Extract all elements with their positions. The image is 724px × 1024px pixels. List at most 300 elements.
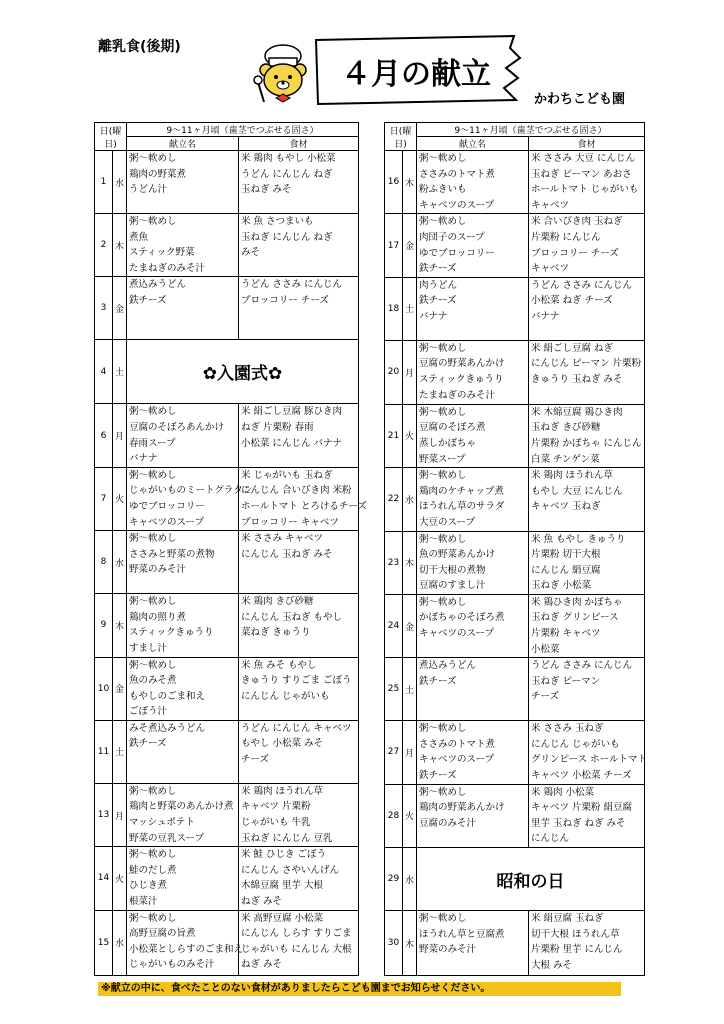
title-banner xyxy=(276,34,522,108)
weekday: 土 xyxy=(113,720,127,783)
menu-item: うどん汁 xyxy=(129,184,168,196)
menu-item: すまし汁 xyxy=(129,642,168,654)
ingredient-item: にんじん 玉ねぎ みそ xyxy=(241,548,333,560)
menu-item: 粥～軟めし xyxy=(129,533,177,545)
weekday: 月 xyxy=(113,404,127,467)
day-number: 13 xyxy=(95,783,113,846)
ingredient-item: 白菜 チンゲン菜 xyxy=(531,453,600,465)
day-header: 日(曜日) xyxy=(385,123,417,151)
menu-cell xyxy=(127,277,239,340)
ingredient-item: にんじん じゃがいも xyxy=(531,738,620,750)
ingredient-item: 米 ささみ 玉ねぎ xyxy=(531,723,604,735)
weekday: 金 xyxy=(113,277,127,340)
menu-row xyxy=(95,594,359,657)
weekday: 火 xyxy=(403,784,417,847)
menu-item: バナナ xyxy=(129,453,158,465)
menu-row xyxy=(385,151,645,214)
menu-cell xyxy=(127,404,239,467)
menu-cell xyxy=(417,404,529,467)
menu-item: 粥～軟めし xyxy=(419,533,467,545)
ingredient-item: 米 絹ごし豆腐 ねぎ xyxy=(531,342,614,354)
ingredient-cell xyxy=(529,531,645,594)
menu-cell xyxy=(127,151,239,214)
menu-item: キャベツのスープ xyxy=(419,754,495,766)
ingredient-item: 米 木綿豆腐 鶏ひき肉 xyxy=(531,406,623,418)
ingredient-cell xyxy=(239,910,359,975)
menu-item: みそ煮込みうどん xyxy=(129,722,206,734)
menu-item: ささみと野菜の煮物 xyxy=(129,548,215,560)
weekday: 月 xyxy=(113,783,127,846)
menu-item: 粥～軟めし xyxy=(129,659,177,671)
ingredient-cell xyxy=(529,277,645,340)
menu-item: 高野豆腐の旨煮 xyxy=(129,928,196,940)
ingredient-item: キャベツ 片栗粉 絹豆腐 xyxy=(531,802,633,814)
ingredient-item: 米 鶏肉 きび砂糖 xyxy=(241,596,314,608)
ingredient-item: キャベツ 玉ねぎ xyxy=(531,501,601,513)
event-label: 昭和の日 xyxy=(417,848,645,911)
ingredient-item: 米 鶏肉 もやし 小松菜 xyxy=(241,153,336,164)
menu-item: 粥～軟めし xyxy=(129,596,177,608)
ingredient-item: みそ xyxy=(241,247,261,259)
ingredient-item: ねぎ みそ xyxy=(241,959,283,971)
weekday: 水 xyxy=(113,910,127,975)
ingredient-item: 玉ねぎ グリンピース xyxy=(531,612,619,624)
menu-item: ほうれん草のサラダ xyxy=(419,501,505,513)
ingredient-item: 玉ねぎ みそ xyxy=(241,184,292,196)
menu-row xyxy=(385,721,645,784)
menu-item: 粥～軟めし xyxy=(129,912,177,924)
menu-row xyxy=(95,657,359,720)
ingredient-item: ホールトマト とろけるチーズ xyxy=(241,500,367,512)
menu-cell xyxy=(417,340,529,404)
ingredient-cell xyxy=(529,340,645,404)
ingredient-item: にんじん 合いびき肉 米粉 xyxy=(241,485,352,497)
menu-item: 鶏肉の野菜あんかけ xyxy=(419,802,505,814)
menu-item: 豆腐のそぼろ煮 xyxy=(419,422,486,434)
menu-item: 粥～軟めし xyxy=(129,785,177,797)
menu-row xyxy=(385,404,645,467)
ingredient-column-header: 食材 xyxy=(529,137,645,151)
menu-row xyxy=(95,151,359,214)
menu-item: ごぼう汁 xyxy=(129,706,168,718)
weekday: 水 xyxy=(403,468,417,531)
menu-row xyxy=(385,277,645,340)
event-label: ✿入園式✿ xyxy=(127,340,359,404)
ingredient-item: ねぎ 片栗粉 春雨 xyxy=(241,421,314,433)
menu-item: 粥～軟めし xyxy=(419,596,467,608)
day-number: 25 xyxy=(385,658,403,721)
ingredient-item: 片栗粉 切干大根 xyxy=(531,549,601,561)
day-number: 24 xyxy=(385,594,403,657)
menu-item: ほうれん草と豆腐煮 xyxy=(419,928,505,940)
ingredient-item: 小松菜 xyxy=(531,643,560,655)
weekday: 月 xyxy=(403,721,417,784)
day-number: 28 xyxy=(385,784,403,847)
menu-item: じゃがいものみそ汁 xyxy=(129,959,215,971)
ingredient-item: 米 合いびき肉 玉ねぎ xyxy=(531,216,623,228)
ingredient-item: にんじん しらす すりごま xyxy=(241,928,352,940)
menu-item: 粥～軟めし xyxy=(129,469,177,481)
menu-item: 鶏肉と野菜のあんかけ煮 xyxy=(129,801,234,813)
ingredient-item: もやし 大豆 にんじん xyxy=(531,485,623,497)
ingredient-item: 玉ねぎ ピーマン xyxy=(531,675,601,687)
menu-item: 鶏肉の照り煮 xyxy=(129,611,187,623)
menu-row xyxy=(385,214,645,277)
ingredient-item: 米 魚 さつまいも xyxy=(241,216,314,227)
day-number: 6 xyxy=(95,404,113,467)
bear-chef-icon xyxy=(254,42,312,106)
ingredient-item: グリンピース ホールトマト xyxy=(531,754,647,766)
menu-item: 粥～軟めし xyxy=(419,153,467,164)
menu-cell xyxy=(417,531,529,594)
stage-label: 離乳食(後期) xyxy=(98,39,181,55)
menu-cell xyxy=(127,910,244,975)
menu-item: もやしのごま和え xyxy=(129,690,206,702)
menu-cell xyxy=(417,277,529,340)
menu-item: 豆腐のそぼろあんかけ xyxy=(129,421,225,433)
menu-row xyxy=(95,277,359,340)
day-number: 20 xyxy=(385,340,403,404)
menu-item: 魚の野菜あんかけ xyxy=(419,549,496,561)
ingredient-cell xyxy=(529,911,645,976)
menu-cell xyxy=(127,467,253,530)
ingredient-item: 片栗粉 里芋 にんじん xyxy=(531,944,623,956)
ingredient-item: 米 鶏肉 ほうれん草 xyxy=(241,785,324,797)
ingredient-item: もやし 小松菜 みそ xyxy=(241,738,324,750)
day-number: 11 xyxy=(95,720,113,783)
weekday: 金 xyxy=(113,657,127,720)
menu-cell xyxy=(127,594,239,657)
menu-item: 粥～軟めし xyxy=(129,849,177,861)
menu-row xyxy=(95,467,359,530)
day-number: 23 xyxy=(385,531,403,594)
menu-item: 煮魚 xyxy=(129,231,149,243)
ingredient-item: じゃがいも 牛乳 xyxy=(241,817,311,829)
ingredient-cell xyxy=(529,468,645,531)
ingredient-item: 米 鶏ひき肉 かぼちゃ xyxy=(531,596,623,608)
ingredient-item: ホールトマト じゃがいも xyxy=(531,184,639,196)
weekday: 金 xyxy=(403,594,417,657)
ingredient-item: 玉ねぎ にんじん ねぎ xyxy=(241,231,333,243)
ingredient-cell xyxy=(239,783,359,846)
ingredient-cell xyxy=(239,467,367,530)
ingredient-item: うどん にんじん ねぎ xyxy=(241,168,333,180)
ingredient-item: 片栗粉 キャベツ xyxy=(531,628,601,640)
menu-cell xyxy=(417,784,529,847)
weekday: 水 xyxy=(403,848,417,911)
menu-item: 魚のみそ煮 xyxy=(129,675,177,687)
weekday: 木 xyxy=(403,531,417,594)
day-number: 3 xyxy=(95,277,113,340)
ingredient-cell xyxy=(529,784,645,847)
ingredient-item: 大根 みそ xyxy=(531,959,573,971)
menu-item: 春雨スープ xyxy=(129,437,176,449)
school-name: かわちこども園 xyxy=(534,92,626,107)
day-number: 27 xyxy=(385,721,403,784)
ingredient-item: にんじん さやいんげん xyxy=(241,864,340,876)
menu-item: 豆腐のすまし汁 xyxy=(419,580,486,592)
menu-row xyxy=(95,531,359,594)
day-number: 10 xyxy=(95,657,113,720)
weekday: 水 xyxy=(113,151,127,214)
day-number: 30 xyxy=(385,911,403,976)
ingredient-cell xyxy=(529,214,645,277)
menu-item: ささみのトマト煮 xyxy=(419,738,496,750)
age-header: 9～11ヶ月頃（歯茎でつぶせる固さ） xyxy=(417,123,645,137)
menu-cell xyxy=(417,658,529,721)
menu-item: ゆでブロッコリー xyxy=(129,500,205,512)
ingredient-item: 小松菜 にんじん バナナ xyxy=(241,437,343,449)
menu-row xyxy=(385,594,645,657)
ingredient-item: 切干大根 ほうれん草 xyxy=(531,928,620,940)
menu-column-header: 献立名 xyxy=(127,137,239,151)
ingredient-item: 里芋 玉ねぎ ねぎ みそ xyxy=(531,817,626,829)
ingredient-item: きゅうり すりごま ごぼう xyxy=(241,675,352,687)
menu-item: 野菜のみそ汁 xyxy=(129,564,187,576)
menu-item: 鶏肉の野菜煮 xyxy=(129,168,187,180)
menu-row xyxy=(95,720,359,783)
menu-item: 粥～軟めし xyxy=(129,216,177,227)
menu-item: 肉うどん xyxy=(419,279,458,291)
ingredient-cell xyxy=(239,277,359,340)
ingredient-item: 米 じゃがいも 玉ねぎ xyxy=(241,469,333,481)
menu-item: たまねぎのみそ汁 xyxy=(419,389,496,401)
menu-item: キャベツのスープ xyxy=(419,199,495,211)
menu-item: キャベツのスープ xyxy=(419,628,495,640)
day-number: 14 xyxy=(95,847,113,910)
menu-cell xyxy=(417,594,529,657)
ingredient-cell xyxy=(529,721,645,784)
day-number: 16 xyxy=(385,151,403,214)
day-number: 2 xyxy=(95,214,113,277)
menu-item: 煮込みうどん xyxy=(419,660,477,672)
menu-item: 小松菜としらすのごま和え xyxy=(129,943,244,955)
ingredient-cell xyxy=(239,404,359,467)
weekday: 金 xyxy=(403,214,417,277)
age-header: 9～11ヶ月頃（歯茎でつぶせる固さ） xyxy=(127,123,359,137)
menu-item: 肉団子のスープ xyxy=(419,231,485,243)
ingredient-item: 米 魚 もやし きゅうり xyxy=(531,533,626,545)
ingredient-item: 木綿豆腐 里芋 大根 xyxy=(241,880,324,892)
menu-item: スティック野菜 xyxy=(129,247,195,259)
day-header: 日(曜日) xyxy=(95,123,127,151)
menu-item: 鉄チーズ xyxy=(419,770,457,782)
menu-item: 豆腐のみそ汁 xyxy=(419,817,477,829)
ingredient-item: にんじん 絹豆腐 xyxy=(531,564,601,576)
day-number: 21 xyxy=(385,404,403,467)
menu-cell xyxy=(127,783,239,846)
menu-item: 鉄チーズ xyxy=(419,263,457,275)
menu-row xyxy=(95,910,359,975)
menu-cell xyxy=(417,151,529,214)
day-number: 4 xyxy=(95,340,113,404)
ingredient-item: 米 ささみ キャベツ xyxy=(241,533,324,545)
menu-item: マッシュポテト xyxy=(129,817,195,829)
weekday: 火 xyxy=(113,467,127,530)
ingredient-item: うどん ささみ にんじん xyxy=(531,660,633,672)
menu-table-left xyxy=(94,122,367,976)
ingredient-cell xyxy=(239,847,359,910)
day-number: 22 xyxy=(385,468,403,531)
menu-row xyxy=(95,340,359,404)
day-number: 1 xyxy=(95,151,113,214)
menu-item: 鉄チーズ xyxy=(129,294,167,306)
menu-item: たまねぎのみそ汁 xyxy=(129,262,206,274)
menu-item: ささみのトマト煮 xyxy=(419,168,496,180)
ingredient-cell xyxy=(239,214,359,277)
menu-cell xyxy=(127,720,239,783)
menu-item: スティックきゅうり xyxy=(419,373,504,385)
ingredient-item: 小松菜 ねぎ チーズ xyxy=(531,295,613,307)
weekday: 木 xyxy=(113,594,127,657)
ingredient-item: にんじん ピーマン 片栗粉 xyxy=(531,358,642,370)
ingredient-item: キャベツ 小松菜 チーズ xyxy=(531,770,632,782)
weekday: 土 xyxy=(403,277,417,340)
weekday: 土 xyxy=(113,340,127,404)
menu-item: 豆腐の野菜あんかけ xyxy=(419,358,505,370)
weekday: 月 xyxy=(403,340,417,404)
menu-cell xyxy=(417,468,529,531)
menu-column-header: 献立名 xyxy=(417,137,529,151)
menu-cell xyxy=(127,214,239,277)
footer-notice: ※献立の中に、食べたことのない食材がありましたらこども園までお知らせください。 xyxy=(98,982,621,996)
ingredient-item: にんじん じゃがいも xyxy=(241,690,330,702)
menu-item: 粥～軟めし xyxy=(419,216,467,228)
menu-item: ひじき煮 xyxy=(129,880,168,892)
ingredient-item: キャベツ xyxy=(531,263,570,275)
menu-row xyxy=(385,531,645,594)
menu-item: 粥～軟めし xyxy=(129,153,177,164)
menu-row xyxy=(95,214,359,277)
day-number: 18 xyxy=(385,277,403,340)
ingredient-item: 米 ささみ 大豆 にんじん xyxy=(531,153,636,164)
menu-row xyxy=(95,783,359,846)
ingredient-cell xyxy=(529,658,645,721)
menu-item: 鮭のだし煮 xyxy=(129,864,177,876)
menu-item: 根菜汁 xyxy=(129,896,158,908)
menu-item: かぼちゃのそぼろ煮 xyxy=(419,612,505,624)
ingredient-item: キャベツ xyxy=(531,199,570,211)
weekday: 木 xyxy=(403,911,417,976)
ingredient-item: うどん ささみ にんじん xyxy=(531,279,633,291)
ingredient-item: 玉ねぎ ピーマン あおさ xyxy=(531,168,632,180)
weekday: 火 xyxy=(403,404,417,467)
menu-item: 鉄チーズ xyxy=(419,675,457,687)
menu-item: 鶏肉のケチャップ煮 xyxy=(419,485,504,497)
ingredient-item: うどん にんじん キャベツ xyxy=(241,722,352,734)
menu-item: 蒸しかぼちゃ xyxy=(419,437,477,449)
menu-item: ゆでブロッコリー xyxy=(419,247,495,259)
ingredient-item: チーズ xyxy=(241,754,270,766)
ingredient-cell xyxy=(529,594,645,657)
menu-item: 鉄チーズ xyxy=(419,295,457,307)
menu-row xyxy=(95,404,359,467)
ingredient-item: じゃがいも にんじん 大根 xyxy=(241,943,352,955)
ingredient-column-header: 食材 xyxy=(239,137,359,151)
ingredient-item: 米 高野豆腐 小松菜 xyxy=(241,912,324,924)
menu-item: 鉄チーズ xyxy=(129,738,167,750)
ingredient-item: ブロッコリー チーズ xyxy=(531,247,619,259)
ingredient-item: 米 絹ごし豆腐 豚ひき肉 xyxy=(241,406,343,418)
ingredient-item: 玉ねぎ 小松菜 xyxy=(531,580,592,592)
menu-item: 野菜スープ xyxy=(419,453,466,465)
ingredient-item: 菜ねぎ きゅうり xyxy=(241,627,311,639)
menu-item: バナナ xyxy=(419,310,448,322)
menu-item: 大豆のスープ xyxy=(419,516,476,528)
menu-item: 粥～軟めし xyxy=(419,913,467,924)
menu-item: 粥～軟めし xyxy=(419,406,467,418)
ingredient-item: 米 絹豆腐 玉ねぎ xyxy=(531,913,604,924)
menu-cell xyxy=(417,721,529,784)
day-number: 29 xyxy=(385,848,403,911)
menu-cell xyxy=(127,847,239,910)
menu-item: 粥～軟めし xyxy=(419,470,467,482)
ingredient-cell xyxy=(529,404,645,467)
ingredient-item: 米 鮭 ひじき ごぼう xyxy=(241,849,327,861)
ingredient-cell xyxy=(529,151,645,214)
ingredient-item: 米 鶏肉 ほうれん草 xyxy=(531,470,614,482)
ingredient-item: にんじん xyxy=(531,833,570,845)
weekday: 火 xyxy=(113,847,127,910)
menu-title: ４月の献立 xyxy=(341,57,491,92)
menu-row xyxy=(385,340,645,404)
menu-row xyxy=(385,658,645,721)
menu-row xyxy=(385,468,645,531)
weekday: 木 xyxy=(403,151,417,214)
ingredient-item: 片栗粉 にんじん xyxy=(531,231,601,243)
menu-item: 野菜のみそ汁 xyxy=(419,944,477,956)
ingredient-item: 米 魚 みそ もやし xyxy=(241,659,317,671)
ingredient-item: うどん ささみ にんじん xyxy=(241,279,343,291)
menu-item: 粥～軟めし xyxy=(419,342,467,354)
day-number: 7 xyxy=(95,467,113,530)
ingredient-cell xyxy=(239,151,359,214)
menu-cell xyxy=(127,531,239,594)
weekday: 水 xyxy=(113,531,127,594)
menu-item: キャベツのスープ xyxy=(129,516,205,528)
menu-item: 粉ふきいも xyxy=(419,184,467,196)
ingredient-item: バナナ xyxy=(531,310,560,322)
ingredient-item: 米 鶏肉 小松菜 xyxy=(531,786,595,798)
menu-item: 切干大根の煮物 xyxy=(419,564,486,576)
ingredient-item: きゅうり 玉ねぎ みそ xyxy=(531,373,623,385)
weekday: 土 xyxy=(403,658,417,721)
menu-item: 粥～軟めし xyxy=(129,406,177,418)
menu-item: 煮込みうどん xyxy=(129,279,187,291)
weekday: 木 xyxy=(113,214,127,277)
ingredient-item: ねぎ みそ xyxy=(241,896,283,908)
day-number: 9 xyxy=(95,594,113,657)
menu-item: スティックきゅうり xyxy=(129,627,214,639)
menu-row xyxy=(385,848,645,911)
ingredient-cell xyxy=(239,657,359,720)
menu-row xyxy=(385,784,645,847)
ingredient-item: キャベツ 片栗粉 xyxy=(241,801,311,813)
menu-row xyxy=(385,911,645,976)
menu-cell xyxy=(417,214,529,277)
ingredient-item: ブロッコリー キャベツ xyxy=(241,516,339,528)
menu-row xyxy=(95,847,359,910)
day-number: 17 xyxy=(385,214,403,277)
ingredient-cell xyxy=(239,531,359,594)
ingredient-item: にんじん 玉ねぎ もやし xyxy=(241,611,343,623)
ingredient-item: 玉ねぎ きび砂糖 xyxy=(531,422,601,434)
menu-item: 粥～軟めし xyxy=(419,723,467,735)
day-number: 8 xyxy=(95,531,113,594)
menu-table-right xyxy=(384,122,645,976)
ingredient-item: 片栗粉 かぼちゃ にんじん xyxy=(531,437,642,449)
menu-item: 野菜の豆乳スープ xyxy=(129,832,205,844)
